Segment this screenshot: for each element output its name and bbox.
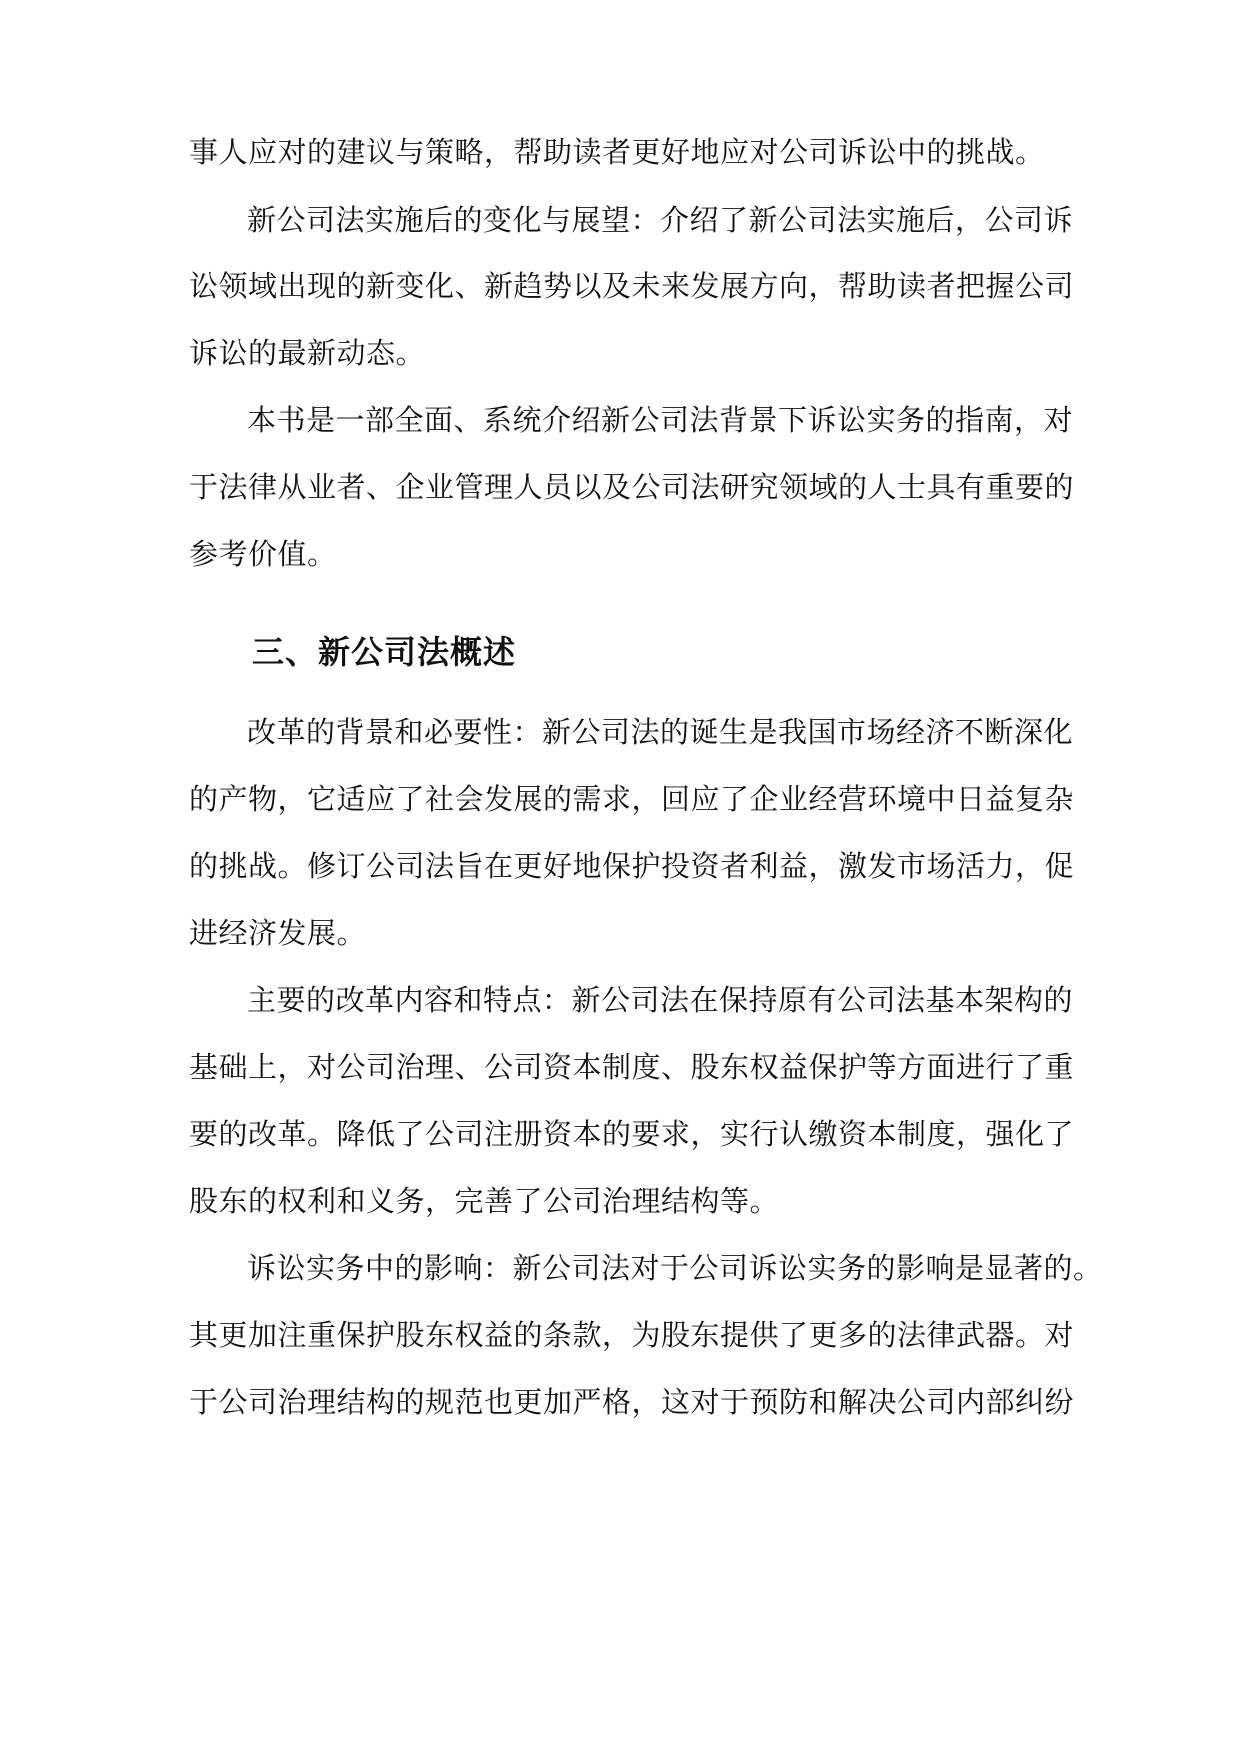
paragraph-line: 新公司法实施后的变化与展望：介绍了新公司法实施后，公司诉 [247, 203, 1074, 237]
paragraph-line: 进经济发展。 [189, 916, 367, 950]
paragraph-line: 要的改革。降低了公司注册资本的要求，实行认缴资本制度，强化了 [189, 1117, 1075, 1151]
paragraph-line: 股东的权利和义务，完善了公司治理结构等。 [189, 1184, 780, 1218]
paragraph-line: 本书是一部全面、系统介绍新公司法背景下诉讼实务的指南，对 [247, 403, 1074, 437]
paragraph-line: 基础上，对公司治理、公司资本制度、股东权益保护等方面进行了重 [189, 1050, 1075, 1084]
paragraph-line: 诉讼的最新动态。 [189, 336, 426, 370]
section-heading: 三、新公司法概述 [252, 633, 517, 671]
paragraph-line: 诉讼实务中的影响：新公司法对于公司诉讼实务的影响是显著的。 [247, 1251, 1103, 1285]
paragraph-line: 于公司治理结构的规范也更加严格，这对于预防和解决公司内部纠纷 [189, 1385, 1075, 1419]
paragraph-line: 改革的背景和必要性：新公司法的诞生是我国市场经济不断深化 [247, 715, 1074, 749]
paragraph-line: 于法律从业者、企业管理人员以及公司法研究领域的人士具有重要的 [189, 470, 1075, 504]
paragraph-line: 讼领域出现的新变化、新趋势以及未来发展方向，帮助读者把握公司 [189, 269, 1075, 303]
paragraph-line: 其更加注重保护股东权益的条款，为股东提供了更多的法律武器。对 [189, 1318, 1075, 1352]
paragraph-line: 主要的改革内容和特点：新公司法在保持原有公司法基本架构的 [247, 983, 1074, 1017]
paragraph-line: 的挑战。修订公司法旨在更好地保护投资者利益，激发市场活力，促 [189, 849, 1075, 883]
paragraph-line: 参考价值。 [189, 537, 337, 571]
paragraph-line: 事人应对的建议与策略，帮助读者更好地应对公司诉讼中的挑战。 [189, 135, 1045, 169]
paragraph-line: 的产物，它适应了社会发展的需求，回应了企业经营环境中日益复杂 [189, 782, 1075, 816]
